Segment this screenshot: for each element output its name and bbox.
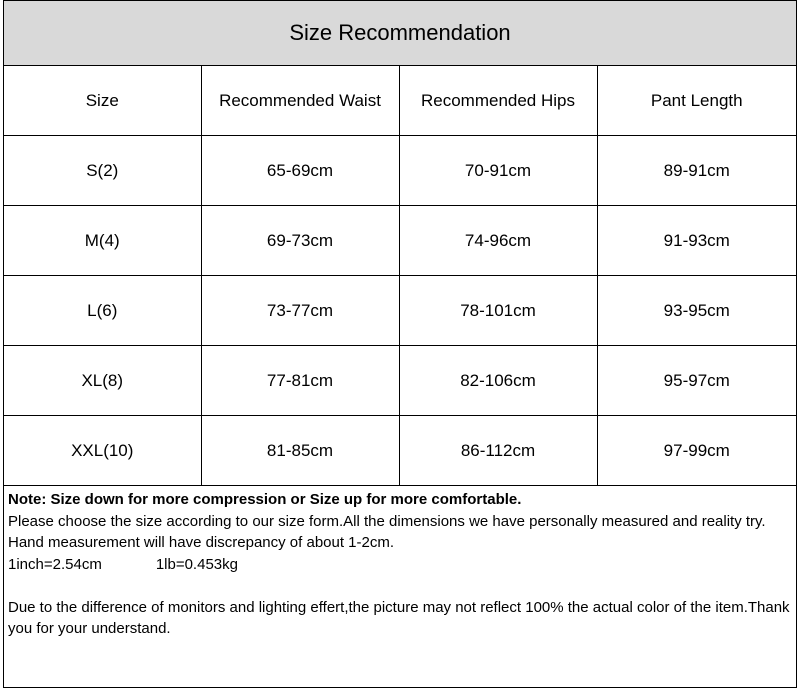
cell-size: XL(8) <box>4 346 201 416</box>
cell-waist: 65-69cm <box>201 136 399 206</box>
note-size-form: Please choose the size according to our size form.All the dimensions we have personally measured and reality try. <box>8 512 766 530</box>
cell-hips: 86-112cm <box>399 416 597 486</box>
note-monitor-color: Due to the difference of monitors and lighting effert,the picture may not reflect 100% the actual color of the item.Thank you for your understand. <box>8 598 790 637</box>
cell-size: S(2) <box>4 136 201 206</box>
table-row <box>4 206 796 276</box>
table-row <box>4 346 796 416</box>
cell-waist: 77-81cm <box>201 346 399 416</box>
size-chart <box>3 0 797 688</box>
cell-pant-length: 97-99cm <box>597 416 796 486</box>
table-row <box>4 276 796 346</box>
header-recommended-waist: Recommended Waist <box>201 66 399 136</box>
header-pant-length: Pant Length <box>597 66 796 136</box>
cell-pant-length: 93-95cm <box>597 276 796 346</box>
inch-conversion: 1inch=2.54cm <box>8 555 102 573</box>
cell-hips: 70-91cm <box>399 136 597 206</box>
size-table <box>4 66 796 486</box>
pound-conversion: 1lb=0.453kg <box>155 555 238 573</box>
cell-hips: 78-101cm <box>399 276 597 346</box>
cell-pant-length: 89-91cm <box>597 136 796 206</box>
cell-size: XXL(10) <box>4 416 201 486</box>
cell-waist: 81-85cm <box>201 416 399 486</box>
notes-spacer <box>8 575 794 597</box>
cell-waist: 73-77cm <box>201 276 399 346</box>
note-unit-conversion <box>8 554 794 576</box>
table-row <box>4 136 796 206</box>
table-row <box>4 416 796 486</box>
cell-size: L(6) <box>4 276 201 346</box>
header-size: Size <box>4 66 201 136</box>
header-recommended-hips: Recommended Hips <box>399 66 597 136</box>
table-header-row <box>4 66 796 136</box>
cell-pant-length: 91-93cm <box>597 206 796 276</box>
chart-title: Size Recommendation <box>4 0 796 66</box>
cell-pant-length: 95-97cm <box>597 346 796 416</box>
cell-waist: 69-73cm <box>201 206 399 276</box>
notes-section <box>8 489 794 640</box>
note-heading: Note: Size down for more compression or Size up for more comfortable. <box>8 491 522 508</box>
cell-hips: 82-106cm <box>399 346 597 416</box>
note-discrepancy: Hand measurement will have discrepancy of about 1-2cm. <box>8 534 395 551</box>
cell-hips: 74-96cm <box>399 206 597 276</box>
cell-size: M(4) <box>4 206 201 276</box>
